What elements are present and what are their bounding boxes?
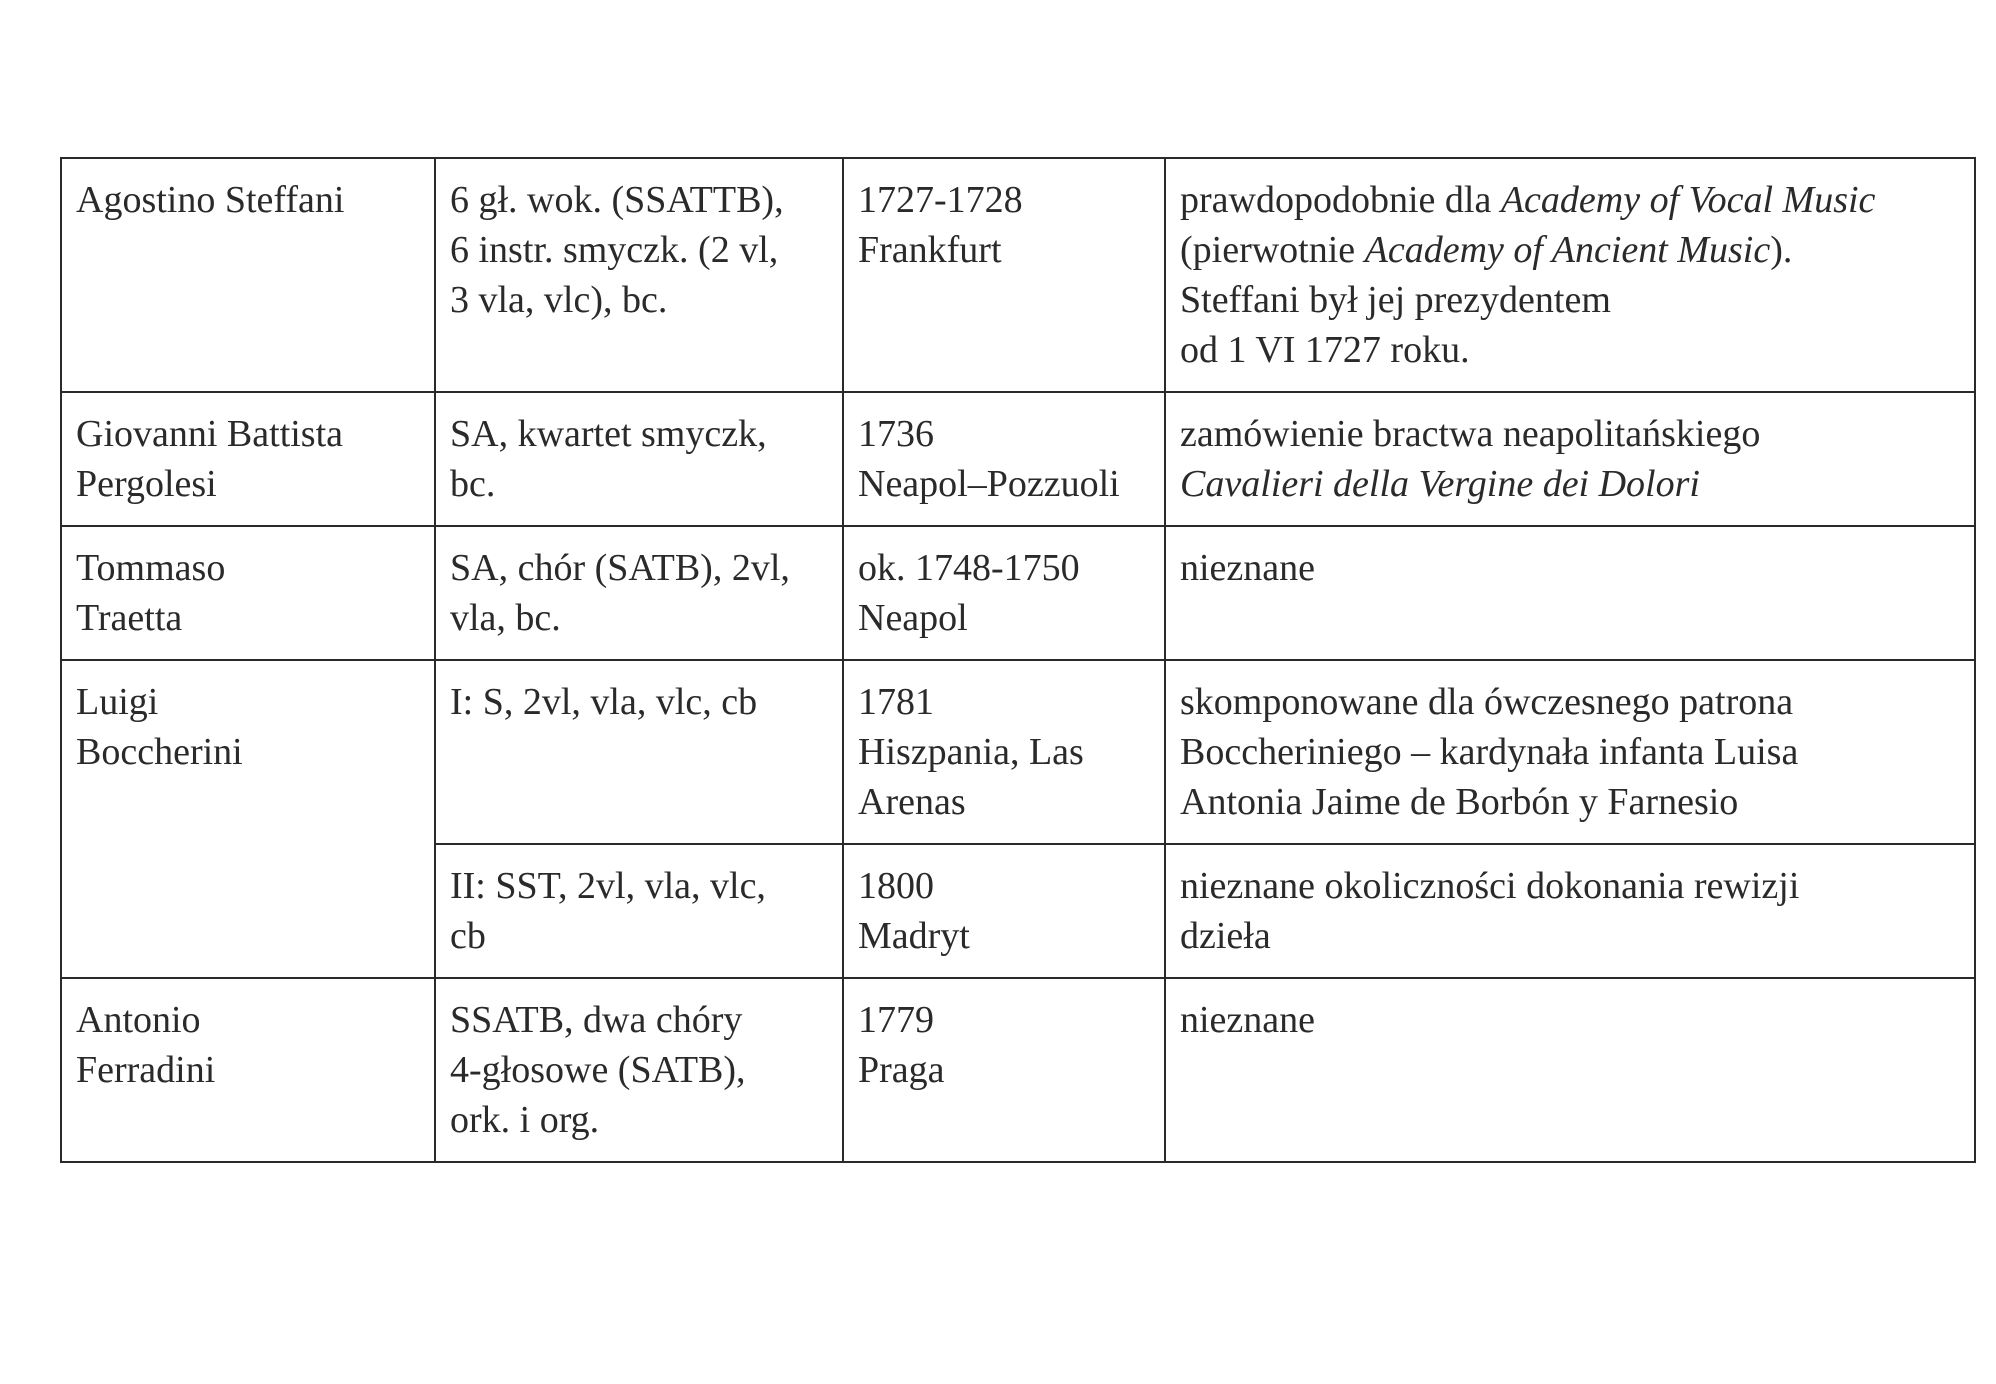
- date-place-cell: [843, 526, 1165, 660]
- scoring-line: I: S, 2vl, vla, vlc, cb: [450, 681, 758, 723]
- scoring-cell: [435, 844, 843, 978]
- date-place-cell: [843, 660, 1165, 844]
- date-line: 1781: [858, 681, 934, 723]
- notes-line: nieznane: [1180, 999, 1316, 1041]
- notes-cell: [1165, 392, 1975, 526]
- table-row: [61, 392, 1975, 526]
- composer-name: Antonio: [76, 999, 201, 1041]
- scoring-line: II: SST, 2vl, vla, vlc,: [450, 865, 766, 907]
- date-place-cell: [843, 978, 1165, 1162]
- scoring-line: 6 gł. wok. (SSATTB),: [450, 179, 784, 221]
- composer-name: Traetta: [76, 597, 183, 639]
- table-row: [61, 158, 1975, 392]
- notes-line: od 1 VI 1727 roku.: [1180, 329, 1470, 371]
- date-line: ok. 1748-1750: [858, 547, 1080, 589]
- scoring-cell: [435, 660, 843, 844]
- notes-line: zamówienie bractwa neapolitańskiego: [1180, 413, 1761, 455]
- scoring-cell: [435, 526, 843, 660]
- notes-italic-title: Academy of Vocal Music: [1500, 179, 1876, 221]
- scoring-line: 6 instr. smyczk. (2 vl,: [450, 229, 779, 271]
- notes-line: Boccheriniego – kardynała infanta Luisa: [1180, 731, 1799, 773]
- notes-italic-title: Academy of Ancient Music: [1364, 229, 1771, 271]
- table-row: [61, 526, 1975, 660]
- composer-name: Luigi: [76, 681, 159, 723]
- scoring-cell: [435, 392, 843, 526]
- place-line: Praga: [858, 1049, 945, 1091]
- composer-name: Tommaso: [76, 547, 226, 589]
- notes-italic-title: Cavalieri della Vergine dei Dolori: [1180, 463, 1700, 505]
- notes-cell: [1165, 978, 1975, 1162]
- scoring-cell: [435, 978, 843, 1162]
- notes-cell: [1165, 844, 1975, 978]
- date-place-cell: [843, 392, 1165, 526]
- notes-line: Antonia Jaime de Borbón y Farnesio: [1180, 781, 1739, 823]
- table-row: [61, 978, 1975, 1162]
- notes-line: [1180, 225, 1960, 275]
- table-row: [61, 660, 1975, 844]
- date-place-cell: [843, 158, 1165, 392]
- place-line: Madryt: [858, 915, 970, 957]
- date-place-cell: [843, 844, 1165, 978]
- date-line: 1800: [858, 865, 934, 907]
- composer-name: Ferradini: [76, 1049, 216, 1091]
- composer-name: Giovanni Battista: [76, 413, 344, 455]
- notes-line: dzieła: [1180, 915, 1271, 957]
- scoring-line: vla, bc.: [450, 597, 561, 639]
- notes-cell: [1165, 660, 1975, 844]
- date-line: 1779: [858, 999, 934, 1041]
- place-line: Hiszpania, Las: [858, 731, 1084, 773]
- scoring-cell: [435, 158, 843, 392]
- scoring-line: ork. i org.: [450, 1099, 600, 1141]
- scoring-line: cb: [450, 915, 486, 957]
- composer-name: Agostino Steffani: [76, 179, 345, 221]
- notes-cell: [1165, 158, 1975, 392]
- notes-line: nieznane okoliczności dokonania rewizji: [1180, 865, 1800, 907]
- scoring-line: SA, chór (SATB), 2vl,: [450, 547, 790, 589]
- scoring-line: 4-głosowe (SATB),: [450, 1049, 746, 1091]
- notes-cell: [1165, 526, 1975, 660]
- notes-line: skomponowane dla ówczesnego patrona: [1180, 681, 1794, 723]
- composer-cell: [61, 526, 435, 660]
- place-line: Frankfurt: [858, 229, 1002, 271]
- date-line: 1736: [858, 413, 934, 455]
- notes-text: (pierwotnie: [1180, 229, 1365, 271]
- composer-cell: [61, 158, 435, 392]
- notes-line: nieznane: [1180, 547, 1316, 589]
- composer-cell: [61, 978, 435, 1162]
- scoring-line: SSATB, dwa chóry: [450, 999, 743, 1041]
- place-line: Neapol–Pozzuoli: [858, 463, 1120, 505]
- place-line: Arenas: [858, 781, 966, 823]
- notes-text: prawdopodobnie dla: [1180, 179, 1501, 221]
- works-table: [60, 157, 1976, 1163]
- composer-cell: [61, 392, 435, 526]
- composer-name: Boccherini: [76, 731, 243, 773]
- notes-text: ).: [1770, 229, 1793, 271]
- date-line: 1727-1728: [858, 179, 1023, 221]
- scoring-line: 3 vla, vlc), bc.: [450, 279, 668, 321]
- notes-line: Steffani był jej prezydentem: [1180, 279, 1611, 321]
- composer-cell: [61, 660, 435, 978]
- scoring-line: bc.: [450, 463, 496, 505]
- notes-line: [1180, 175, 1960, 225]
- composer-name: Pergolesi: [76, 463, 217, 505]
- scoring-line: SA, kwartet smyczk,: [450, 413, 767, 455]
- place-line: Neapol: [858, 597, 968, 639]
